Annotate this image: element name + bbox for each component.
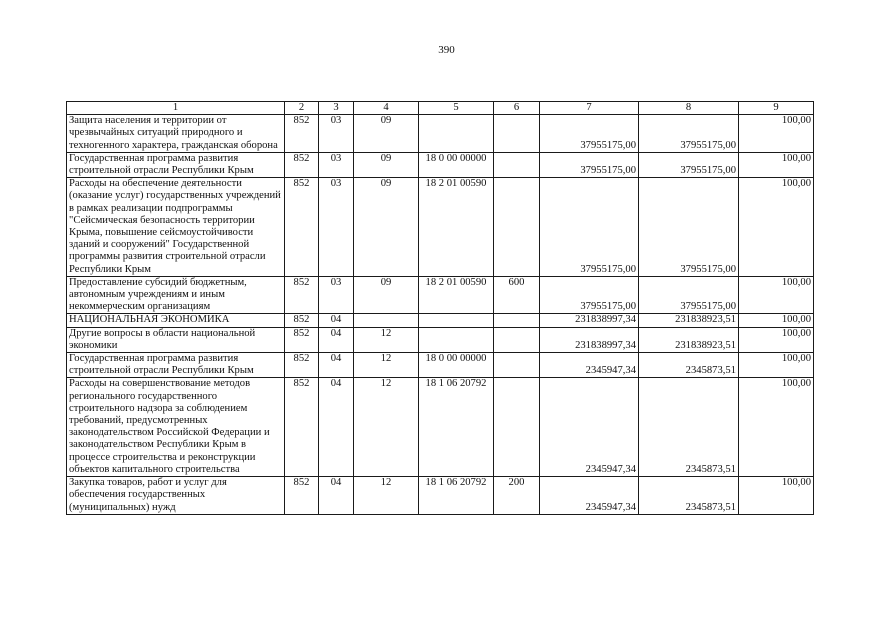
header-cell: 9 — [739, 102, 814, 115]
fact-amount: 231838923,51 — [639, 314, 739, 327]
target-article-code: 18 1 06 20792 — [419, 378, 494, 477]
vedomstvo-code: 852 — [285, 314, 319, 327]
expense-type-code: 600 — [494, 276, 540, 314]
target-article-code: 18 0 00 00000 — [419, 353, 494, 378]
execution-percent: 100,00 — [739, 178, 814, 277]
execution-percent: 100,00 — [739, 327, 814, 352]
fact-amount: 2345873,51 — [639, 477, 739, 515]
fact-amount: 37955175,00 — [639, 152, 739, 177]
fact-amount: 37955175,00 — [639, 115, 739, 153]
plan-amount: 231838997,34 — [540, 314, 639, 327]
target-article-code — [419, 115, 494, 153]
razdel-code: 03 — [319, 178, 354, 277]
header-cell: 5 — [419, 102, 494, 115]
target-article-code: 18 2 01 00590 — [419, 178, 494, 277]
expense-name: Другие вопросы в области национальной экономики — [67, 327, 285, 352]
vedomstvo-code: 852 — [285, 115, 319, 153]
expense-type-code — [494, 378, 540, 477]
expense-type-code — [494, 353, 540, 378]
fact-amount: 37955175,00 — [639, 178, 739, 277]
razdel-code: 04 — [319, 314, 354, 327]
header-cell: 1 — [67, 102, 285, 115]
expense-name: Государственная программа развития строительной отрасли Республики Крым — [67, 152, 285, 177]
table-row — [67, 178, 814, 277]
execution-percent: 100,00 — [739, 378, 814, 477]
plan-amount: 37955175,00 — [540, 276, 639, 314]
expense-name: Расходы на обеспечение деятельности (оказание услуг) государственных учреждений в рамках реализации подпрограммы "Сейсмическая безопасность территории Крыма, повышение сейсмоустойчивости зданий и сооружений" Государственной программы развития строительной отрасли Республики Крым — [67, 178, 285, 277]
podrazdel-code: 12 — [354, 477, 419, 515]
page-number: 390 — [438, 44, 455, 56]
podrazdel-code: 09 — [354, 178, 419, 277]
vedomstvo-code: 852 — [285, 178, 319, 277]
fact-amount: 37955175,00 — [639, 276, 739, 314]
plan-amount: 2345947,34 — [540, 378, 639, 477]
header-cell: 2 — [285, 102, 319, 115]
expense-type-code — [494, 115, 540, 153]
razdel-code: 04 — [319, 327, 354, 352]
execution-percent: 100,00 — [739, 314, 814, 327]
razdel-code: 03 — [319, 115, 354, 153]
target-article-code — [419, 327, 494, 352]
target-article-code: 18 2 01 00590 — [419, 276, 494, 314]
table-row — [67, 276, 814, 314]
table-row — [67, 314, 814, 327]
table-row — [67, 477, 814, 515]
fact-amount: 2345873,51 — [639, 378, 739, 477]
header-cell: 6 — [494, 102, 540, 115]
expense-name: Предоставление субсидий бюджетным, автономным учреждениям и иным некоммерческим организациям — [67, 276, 285, 314]
razdel-code: 03 — [319, 152, 354, 177]
plan-amount: 2345947,34 — [540, 353, 639, 378]
expense-name: Расходы на совершенствование методов регионального государственного строительного надзора за соблюдением требований, предусмотренных законодательством Российской Федерации и законодательством Республики Крым в процессе строительства и реконструкции объектов капитального строительства — [67, 378, 285, 477]
plan-amount: 37955175,00 — [540, 115, 639, 153]
podrazdel-code: 09 — [354, 115, 419, 153]
table-row — [67, 115, 814, 153]
vedomstvo-code: 852 — [285, 152, 319, 177]
expense-type-code — [494, 152, 540, 177]
target-article-code: 18 1 06 20792 — [419, 477, 494, 515]
table-row — [67, 378, 814, 477]
fact-amount: 2345873,51 — [639, 353, 739, 378]
header-cell: 8 — [639, 102, 739, 115]
vedomstvo-code: 852 — [285, 327, 319, 352]
table-row — [67, 152, 814, 177]
razdel-code: 03 — [319, 276, 354, 314]
target-article-code: 18 0 00 00000 — [419, 152, 494, 177]
expense-type-code — [494, 178, 540, 277]
execution-percent: 100,00 — [739, 276, 814, 314]
expense-name: Государственная программа развития строительной отрасли Республики Крым — [67, 353, 285, 378]
vedomstvo-code: 852 — [285, 378, 319, 477]
execution-percent: 100,00 — [739, 477, 814, 515]
expense-name: Защита населения и территории от чрезвычайных ситуаций природного и техногенного характера, гражданская оборона — [67, 115, 285, 153]
vedomstvo-code: 852 — [285, 276, 319, 314]
vedomstvo-code: 852 — [285, 353, 319, 378]
vedomstvo-code: 852 — [285, 477, 319, 515]
target-article-code — [419, 314, 494, 327]
header-cell: 7 — [540, 102, 639, 115]
podrazdel-code: 09 — [354, 152, 419, 177]
expense-name: Закупка товаров, работ и услуг для обеспечения государственных (муниципальных) нужд — [67, 477, 285, 515]
expense-name: НАЦИОНАЛЬНАЯ ЭКОНОМИКА — [67, 314, 285, 327]
razdel-code: 04 — [319, 378, 354, 477]
execution-percent: 100,00 — [739, 152, 814, 177]
plan-amount: 2345947,34 — [540, 477, 639, 515]
header-cell: 3 — [319, 102, 354, 115]
podrazdel-code: 12 — [354, 353, 419, 378]
razdel-code: 04 — [319, 477, 354, 515]
plan-amount: 37955175,00 — [540, 178, 639, 277]
expense-type-code — [494, 327, 540, 352]
header-cell: 4 — [354, 102, 419, 115]
table-row — [67, 327, 814, 352]
expense-type-code — [494, 314, 540, 327]
table-row — [67, 353, 814, 378]
podrazdel-code: 12 — [354, 327, 419, 352]
budget-table — [66, 101, 814, 515]
razdel-code: 04 — [319, 353, 354, 378]
expense-type-code: 200 — [494, 477, 540, 515]
execution-percent: 100,00 — [739, 115, 814, 153]
plan-amount: 37955175,00 — [540, 152, 639, 177]
fact-amount: 231838923,51 — [639, 327, 739, 352]
header-row — [67, 102, 814, 115]
podrazdel-code: 12 — [354, 378, 419, 477]
execution-percent: 100,00 — [739, 353, 814, 378]
plan-amount: 231838997,34 — [540, 327, 639, 352]
podrazdel-code: 09 — [354, 276, 419, 314]
podrazdel-code — [354, 314, 419, 327]
